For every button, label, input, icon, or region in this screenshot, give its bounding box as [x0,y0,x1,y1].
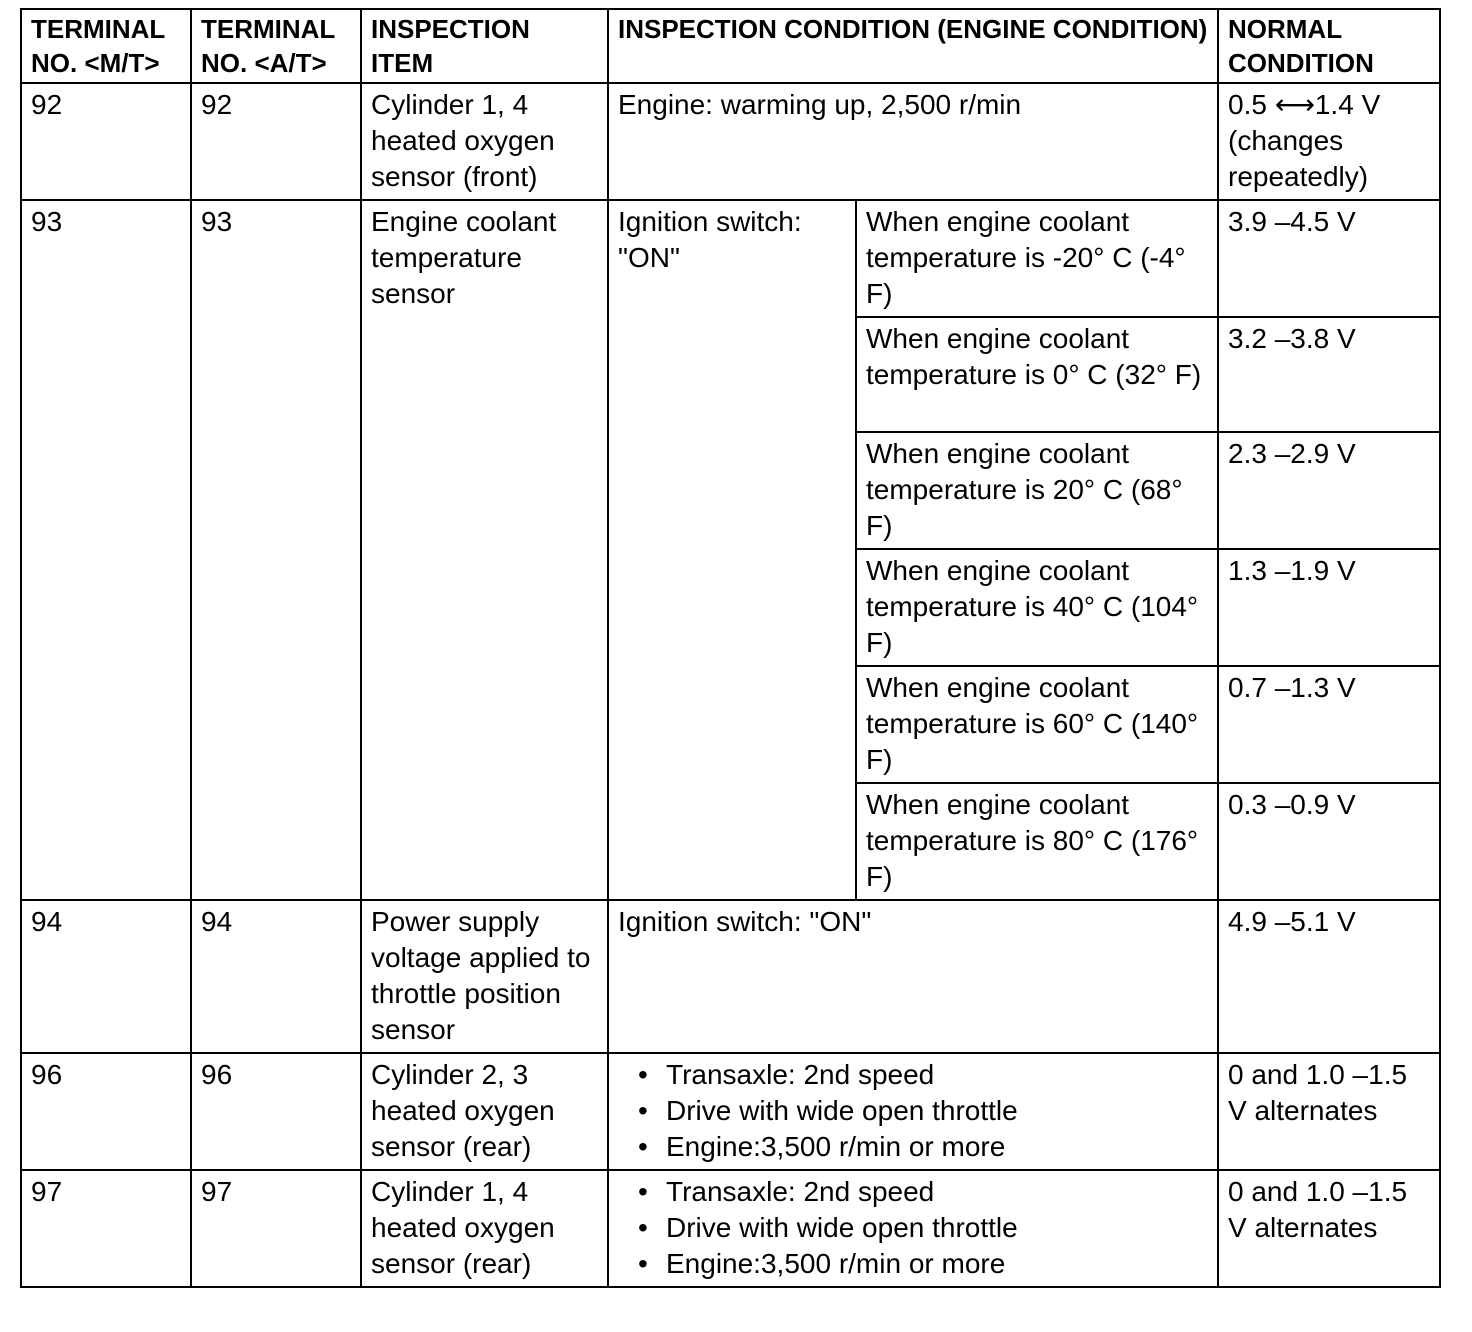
coolant-temp-cell: When engine coolant temperature is 60° C (140° F) [856,666,1218,783]
inspection-item-cell: Cylinder 2, 3 heated oxygen sensor (rear) [361,1053,608,1170]
normal-high-value: 1.4 V (changes repeatedly) [1228,89,1381,192]
terminal-at-cell: 94 [191,900,361,1053]
inspection-condition-cell: Ignition switch: "ON" [608,200,856,900]
terminal-mt-cell: 96 [21,1053,191,1170]
header-normal-condition: NORMAL CONDITION [1218,9,1440,83]
inspection-item-cell: Cylinder 1, 4 heated oxygen sensor (rear) [361,1170,608,1287]
inspection-condition-cell: Ignition switch: "ON" [608,900,1218,1053]
coolant-temp-cell: When engine coolant temperature is -20° C (-4° F) [856,200,1218,317]
header-terminal-mt: TERMINAL NO. <M/T> [21,9,191,83]
terminal-mt-cell: 97 [21,1170,191,1287]
inspection-condition-cell [608,1170,1218,1287]
header-inspection-item: INSPECTION ITEM [361,9,608,83]
normal-condition-cell: 0 and 1.0 –1.5 V alternates [1218,1053,1440,1170]
table-row [21,1170,1440,1287]
bullet-item: • Transaxle: 2nd speed [638,1057,1209,1093]
table-row [21,83,1440,200]
bullet-item: • Drive with wide open throttle [638,1093,1209,1129]
bullet-item: • Engine:3,500 r/min or more [638,1246,1209,1282]
inspection-item-cell: Engine coolant temperature sensor [361,200,608,900]
inspection-condition-cell: Engine: warming up, 2,500 r/min [608,83,1218,200]
terminal-mt-cell: 93 [21,200,191,900]
normal-condition-cell: 2.3 –2.9 V [1218,432,1440,549]
terminal-mt-cell: 94 [21,900,191,1053]
coolant-temp-cell: When engine coolant temperature is 0° C (32° F) [856,317,1218,432]
normal-condition-cell: 4.9 –5.1 V [1218,900,1440,1053]
coolant-temp-cell: When engine coolant temperature is 40° C (104° F) [856,549,1218,666]
normal-condition-cell: 0.7 –1.3 V [1218,666,1440,783]
condition-bullet-list [618,1057,1209,1165]
header-terminal-at: TERMINAL NO. <A/T> [191,9,361,83]
header-row [21,9,1440,83]
condition-bullet-list [618,1174,1209,1282]
terminal-mt-cell: 92 [21,83,191,200]
table-row [21,200,1440,317]
normal-condition-cell: 1.3 –1.9 V [1218,549,1440,666]
inspection-item-cell: Cylinder 1, 4 heated oxygen sensor (front) [361,83,608,200]
normal-condition-cell: 3.9 –4.5 V [1218,200,1440,317]
bullet-item: • Engine:3,500 r/min or more [638,1129,1209,1165]
coolant-temp-cell: When engine coolant temperature is 20° C (68° F) [856,432,1218,549]
terminal-at-cell: 93 [191,200,361,900]
terminal-inspection-table [20,8,1441,1288]
double-arrow-icon: ⟷ [1274,89,1315,120]
inspection-condition-cell [608,1053,1218,1170]
normal-low-value: 0.5 [1228,89,1267,120]
terminal-at-cell: 97 [191,1170,361,1287]
normal-condition-cell [1218,83,1440,200]
terminal-at-cell: 92 [191,83,361,200]
terminal-at-cell: 96 [191,1053,361,1170]
bullet-item: • Drive with wide open throttle [638,1210,1209,1246]
table-row [21,900,1440,1053]
normal-condition-cell: 3.2 –3.8 V [1218,317,1440,432]
table-row [21,1053,1440,1170]
normal-condition-cell: 0 and 1.0 –1.5 V alternates [1218,1170,1440,1287]
inspection-item-cell: Power supply voltage applied to throttle position sensor [361,900,608,1053]
coolant-temp-cell: When engine coolant temperature is 80° C (176° F) [856,783,1218,900]
header-inspection-condition: INSPECTION CONDITION (ENGINE CONDITION) [608,9,1218,83]
bullet-item: • Transaxle: 2nd speed [638,1174,1209,1210]
normal-condition-cell: 0.3 –0.9 V [1218,783,1440,900]
